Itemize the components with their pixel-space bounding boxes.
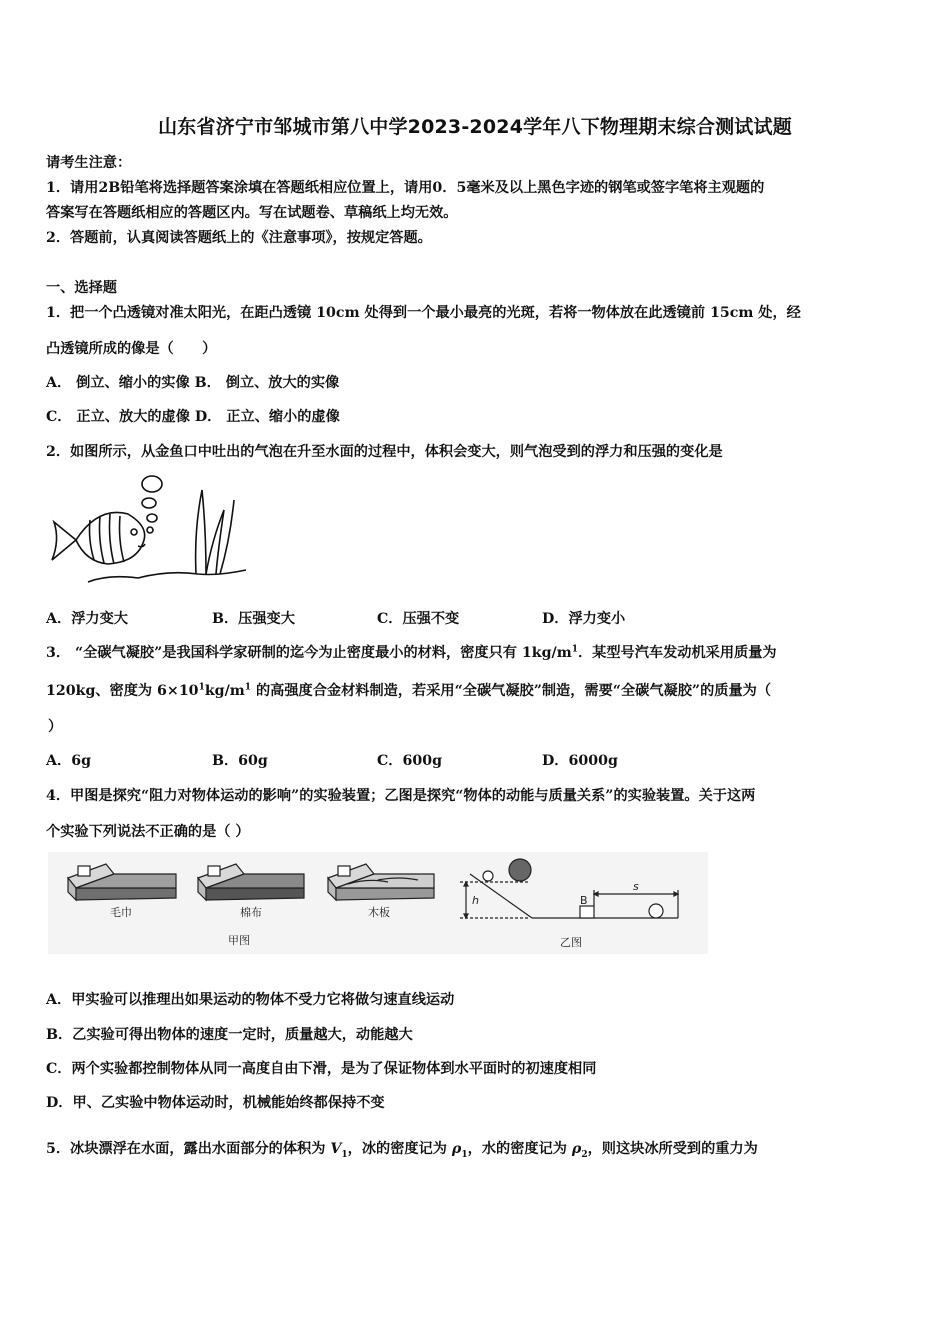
height-label: h <box>472 894 479 907</box>
q5-text: 5．冰块漂浮在水面，露出水面部分的体积为 $V_1$，冰的密度记为 $\rho_1$，水的密度记为 $\rho_2$，则这块冰所受到的重力为 <box>46 1141 758 1160</box>
notice-heading: 请考生注意： <box>46 155 132 171</box>
q1-options-ab: A． 倒立、缩小的实像 B． 倒立、放大的实像 <box>46 375 340 391</box>
q3-option-c: C．600g <box>377 753 443 769</box>
towel-label: 毛巾 <box>110 906 132 919</box>
notice-line-1: 1．请用2B铅笔将选择题答案涂填在答题纸相应位置上，请用0．5毫米及以上黑色字迹的钢笔或签字笔将主观题的 <box>46 180 765 196</box>
q2-option-d: D．浮力变小 <box>542 611 626 627</box>
q2-option-a: A．浮力变大 <box>46 611 128 627</box>
q4-option-b: B．乙实验可得出物体的速度一定时，质量越大，动能越大 <box>46 1027 413 1043</box>
q3-line-2: 120kg、密度为 $6\times 10^1kg/m^1$ 的高强度合金材料制造，若采用“全碳气凝胶”制造，需要“全碳气凝胶”的质量为（ <box>46 682 772 699</box>
figure-jia-caption: 甲图 <box>228 934 250 947</box>
q1-line-2: 凸透镜所成的像是（ ） <box>46 341 217 357</box>
distance-label: s <box>633 880 639 893</box>
q2-text: 2．如图所示，从金鱼口中吐出的气泡在升至水面的过程中，体积会变大，则气泡受到的浮力和压强的变化是 <box>46 444 723 460</box>
q4-option-c: C．两个实验都控制物体从同一高度自由下滑，是为了保证物体到水平面时的初速度相同 <box>46 1061 597 1077</box>
q2-option-c: C．压强不变 <box>377 611 460 627</box>
q3-option-a: A．6g <box>46 753 91 769</box>
figure-yi-caption: 乙图 <box>560 936 582 949</box>
q4-line-1: 4．甲图是探究“阻力对物体运动的影响”的实验装置；乙图是探究“物体的动能与质量关系”的实验装置。关于这两 <box>46 788 756 804</box>
block-b-label: B <box>580 894 588 907</box>
notice-line-3: 2．答题前，认真阅读答题纸上的《注意事项》，按规定答题。 <box>46 230 432 246</box>
board-label: 木板 <box>368 906 390 919</box>
q3-line-1: 3． “全碳气凝胶”是我国科学家研制的迄今为止密度最小的材料，密度只有 $1kg/m^1$．某型号汽车发动机采用质量为 <box>46 644 777 661</box>
q3-option-d: D．6000g <box>542 753 618 769</box>
notice-line-2: 答案写在答题纸相应的答题区内。写在试题卷、草稿纸上均无效。 <box>46 205 458 221</box>
cotton-label: 棉布 <box>240 906 262 919</box>
q2-option-b: B．压强变大 <box>212 611 295 627</box>
q1-options-cd: C． 正立、放大的虚像 D． 正立、缩小的虚像 <box>46 409 340 425</box>
q3-line-3: ） <box>48 719 63 735</box>
fish-bubble-figure <box>48 470 248 592</box>
section-heading: 一、选择题 <box>46 280 117 296</box>
page-title: 山东省济宁市邹城市第八中学2023-2024学年八下物理期末综合测试试题 <box>158 116 792 138</box>
experiment-figure <box>48 852 708 954</box>
q3-option-b: B．60g <box>212 753 268 769</box>
q4-line-2: 个实验下列说法不正确的是（ ） <box>46 824 250 840</box>
q1-line-1: 1．把一个凸透镜对准太阳光，在距凸透镜 10cm 处得到一个最小最亮的光斑，若将一物体放在此透镜前 15cm 处，经 <box>46 305 801 321</box>
q4-option-d: D．甲、乙实验中物体运动时，机械能始终都保持不变 <box>46 1095 385 1111</box>
q4-option-a: A．甲实验可以推理出如果运动的物体不受力它将做匀速直线运动 <box>46 992 455 1008</box>
